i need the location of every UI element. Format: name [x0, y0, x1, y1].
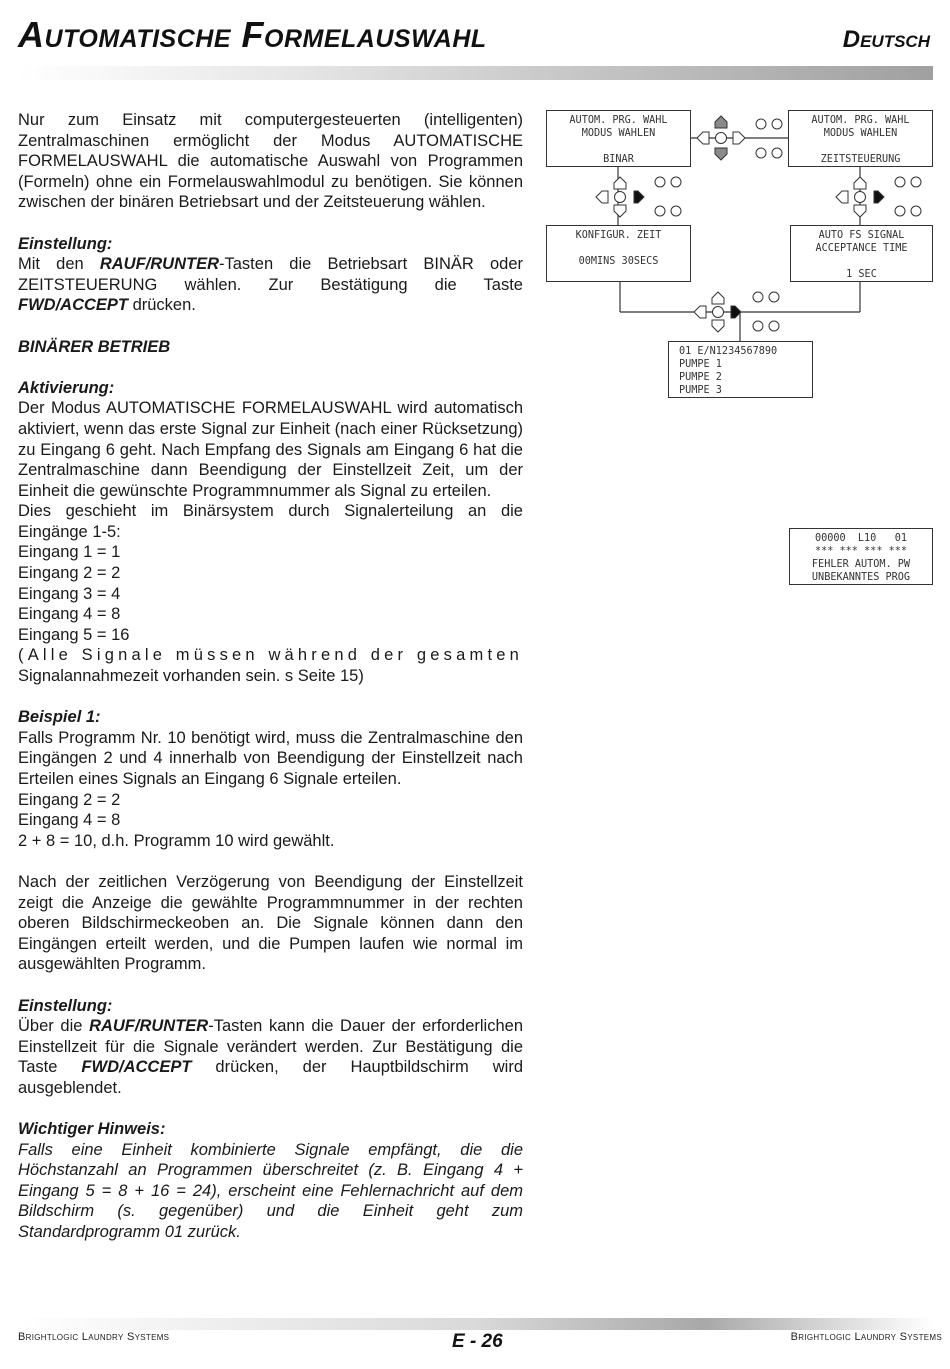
left-arrow-icon [596, 191, 608, 203]
page-title: Automatische Formelauswahl [18, 14, 487, 55]
example1-line: Eingang 2 = 2 [18, 790, 121, 809]
indicator-light-icon [772, 148, 782, 158]
lcd-pumps-screen: 01 E/N1234567890 PUMPE 1 PUMPE 2 PUMPE 3 [668, 341, 813, 398]
keys-label: RAUF/RUNTER [99, 255, 220, 274]
footer-company-left: Brightlogic Laundry Systems [18, 1331, 170, 1343]
indicator-light-icon [895, 206, 905, 216]
indicator-light-icon [671, 206, 681, 216]
indicator-light-icon [769, 321, 779, 331]
down-arrow-icon [614, 205, 626, 217]
indicator-light-icon [911, 206, 921, 216]
indicator-light-icon [671, 177, 681, 187]
intro-paragraph: Nur zum Einsatz mit computergesteuerten (intelligenten) Zentralmaschinen ermöglicht der Modus AUTOMATISCHE FORMELAUSWAHL die automatische Auswahl von Programmen (Formeln) ohne ein Formelauswahlmodul zu benötigen. Sie können zwischen der binären Betriebsart und der Zeitsteuerung wählen. [18, 111, 523, 212]
input-line: Eingang 1 = 1 [18, 543, 121, 562]
important-paragraph: Falls eine Einheit kombinierte Signale empfängt, die die Höchstanzahl an Programmen überschreitet (z. B. Eingang 4 + Eingang 5 = 8 + 16 = 24), erscheint eine Fehlernachricht auf dem Bildschirm (s. gegenüber) und die Einheit geht zum Standardprogramm 01 zurück. [18, 1140, 523, 1242]
indicator-light-icon [655, 206, 665, 216]
indicator-light-icon [769, 292, 779, 302]
up-arrow-icon [712, 292, 724, 304]
example1-line: Eingang 4 = 8 [18, 811, 121, 830]
activation-paragraph-2: Dies geschieht im Binärsystem durch Signalerteilung an die Eingänge 1-5: [18, 502, 523, 541]
accept-label: FWD/ACCEPT [81, 1058, 192, 1077]
lcd-fs-acceptance-time: AUTO FS SIGNAL ACCEPTANCE TIME 1 SEC [790, 225, 933, 282]
accept-label: FWD/ACCEPT [18, 296, 128, 315]
indicator-light-icon [895, 177, 905, 187]
indicator-light-icon [772, 119, 782, 129]
indicator-light-icon [756, 148, 766, 158]
nav-buttons-right [836, 177, 921, 217]
center-button-icon [615, 192, 626, 203]
lcd-error-screen: 00000 L10 01 *** *** *** *** FEHLER AUTOM. PW UNBEKANNTES PROG [789, 528, 933, 585]
input-line: Eingang 5 = 16 [18, 625, 130, 644]
lcd-mode-binary: AUTOM. PRG. WAHL MODUS WAHLEN BINAR [546, 110, 691, 167]
indicator-light-icon [753, 292, 763, 302]
indicator-light-icon [911, 177, 921, 187]
indicator-light-icon [655, 177, 665, 187]
footer-gradient-bar [18, 1318, 933, 1330]
example1-heading: Beispiel 1: [18, 708, 101, 727]
example1-line: 2 + 8 = 10, d.h. Programm 10 wird gewählt. [18, 831, 335, 850]
keys-label: RAUF/RUNTER [89, 1017, 209, 1036]
left-arrow-icon [697, 132, 709, 144]
language-label: Deutsch [842, 26, 930, 53]
activation-note-line1: (Alle Signale müssen während der gesamten [18, 646, 523, 665]
setting1-paragraph: Mit den RAUF/RUNTER-Tasten die Betriebsart BINÄR oder ZEITSTEUERUNG wählen. Zur Bestätigung die Taste FWD/ACCEPT drücken. [18, 255, 523, 315]
page-number: E - 26 [452, 1331, 503, 1352]
lcd-config-time: KONFIGUR. ZEIT 00MINS 30SECS [546, 225, 691, 282]
setting2-heading: Einstellung: [18, 996, 113, 1015]
left-arrow-icon [694, 306, 706, 318]
indicator-light-icon [753, 321, 763, 331]
up-arrow-icon [854, 177, 866, 189]
activation-paragraph-1: Der Modus AUTOMATISCHE FORMELAUSWAHL wird automatisch aktiviert, wenn das erste Signal zur Einheit (nach einer Rücksetzung) zu Eingang 6 geht. Nach Empfang des Signals am Eingang 6 hat die Zentralmaschine dann Beendigung der Einstellzeit Zeit, um der Einheit die gewünschte Programmnummer als Signal zu erteilen. [18, 399, 523, 500]
important-heading: Wichtiger Hinweis: [18, 1120, 166, 1139]
nav-buttons-left [596, 177, 681, 217]
activation-heading: Aktivierung: [18, 378, 115, 397]
right-arrow-icon [733, 132, 745, 144]
center-button-icon [855, 192, 866, 203]
right-arrow-icon [634, 191, 644, 203]
down-arrow-icon [712, 320, 724, 332]
right-arrow-icon [874, 191, 884, 203]
activation-note-line2: Signalannahmezeit vorhanden sein. s Seite 15) [18, 667, 364, 686]
footer-company-right: Brightlogic Laundry Systems [790, 1331, 942, 1343]
setting1-heading: Einstellung: [18, 234, 113, 253]
center-button-icon [713, 307, 724, 318]
input-line: Eingang 2 = 2 [18, 564, 121, 583]
input-line: Eingang 3 = 4 [18, 584, 121, 603]
input-line: Eingang 4 = 8 [18, 605, 121, 624]
center-button-icon [716, 133, 727, 144]
setting2-paragraph: Über die RAUF/RUNTER-Tasten kann die Dauer der erforderlichen Einstellzeit für die Signale verändert werden. Zur Bestätigung die Taste FWD/ACCEPT drücken, der Hauptbildschirm wird ausgeblendet. [18, 1017, 523, 1097]
binary-heading: BINÄRER BETRIEB [18, 337, 171, 356]
up-arrow-icon [715, 116, 727, 128]
left-arrow-icon [836, 191, 848, 203]
down-arrow-icon [715, 148, 727, 160]
example1-paragraph: Falls Programm Nr. 10 benötigt wird, muss die Zentralmaschine den Eingängen 2 und 4 innerhalb von Beendigung der Einstellzeit nach Erteilen eines Signals an Eingang 6 Signale erteilen. [18, 728, 523, 788]
up-arrow-icon [614, 177, 626, 189]
lcd-mode-time: AUTOM. PRG. WAHL MODUS WAHLEN ZEITSTEUERUNG [788, 110, 933, 167]
indicator-light-icon [756, 119, 766, 129]
down-arrow-icon [854, 205, 866, 217]
after-delay-paragraph: Nach der zeitlichen Verzögerung von Beendigung der Einstellzeit zeigt die Anzeige die gewählte Programmnummer in der rechten oberen Bildschirmeckeoben an. Die Signale können dann den Eingängen erteilt werden, und die Pumpen laufen wie normal im ausgewählten Programm. [18, 872, 523, 974]
